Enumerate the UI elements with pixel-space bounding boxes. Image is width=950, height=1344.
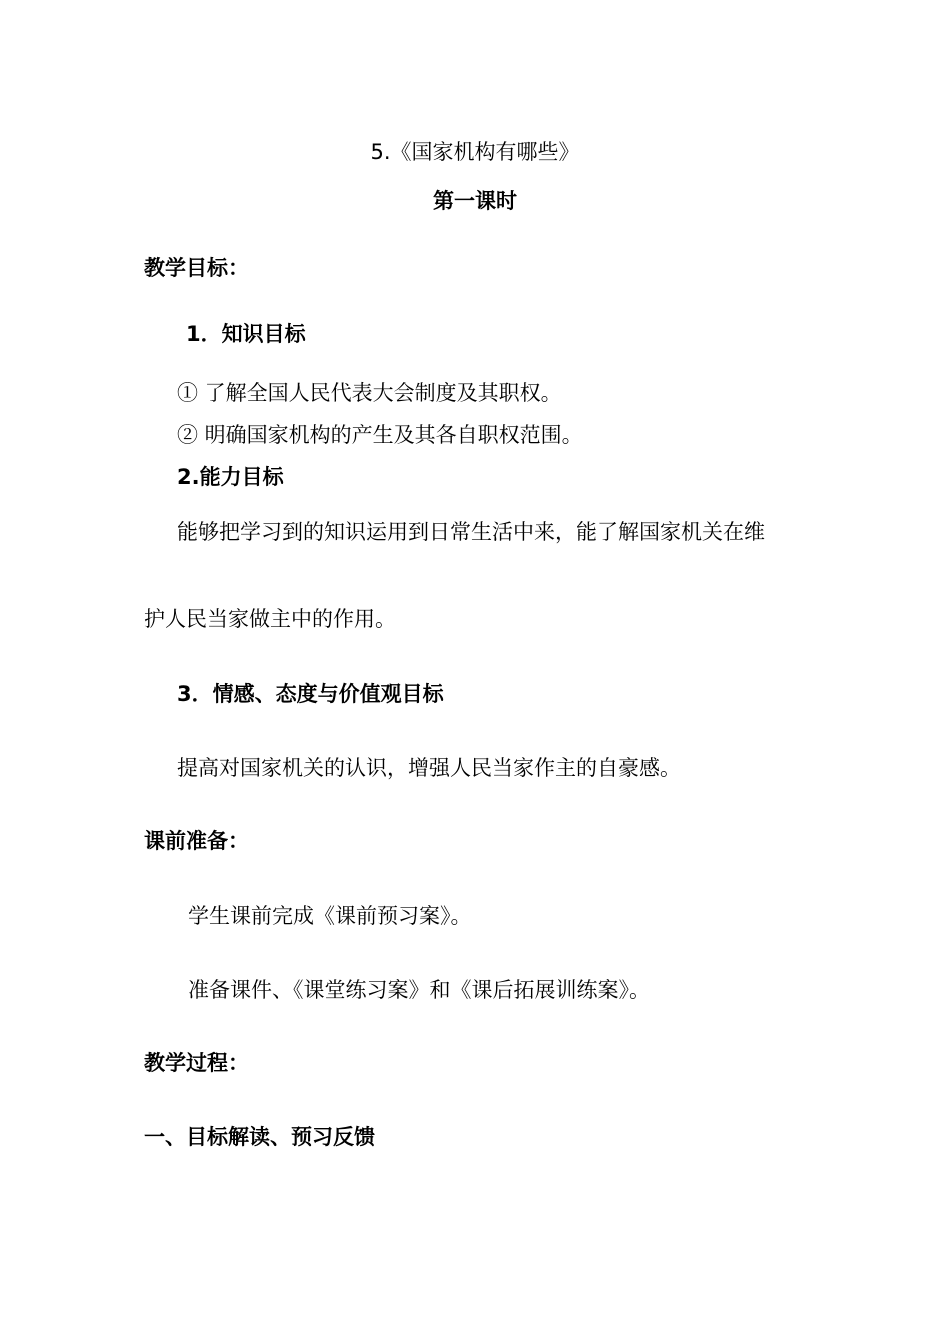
preparation-item: 学生课前完成《课前预习案》。 <box>188 904 472 928</box>
knowledge-goal-heading: 1．知识目标 <box>186 322 306 346</box>
ability-goal-text-continued: 护人民当家做主中的作用。 <box>144 607 396 631</box>
document-title: 5.《国家机构有哪些》 <box>370 140 580 164</box>
emotion-goal-heading: 3．情感、态度与价值观目标 <box>177 682 444 706</box>
teaching-goals-heading: 教学目标： <box>144 256 249 280</box>
emotion-goal-text: 提高对国家机关的认识，增强人民当家作主的自豪感。 <box>177 756 681 780</box>
preparation-item: 准备课件、《课堂练习案》和《课后拓展训练案》。 <box>188 978 650 1002</box>
knowledge-goal-item: ① 了解全国人民代表大会制度及其职权。 <box>177 381 562 405</box>
ability-goal-text: 能够把学习到的知识运用到日常生活中来，能了解国家机关在维 <box>177 520 765 544</box>
ability-goal-heading: 2.能力目标 <box>177 465 284 489</box>
knowledge-goal-item: ② 明确国家机构的产生及其各自职权范围。 <box>177 423 583 447</box>
preparation-heading: 课前准备： <box>144 829 249 853</box>
document-subtitle: 第一课时 <box>433 189 517 213</box>
process-heading: 教学过程： <box>144 1051 249 1075</box>
process-section-heading: 一、目标解读、预习反馈 <box>144 1125 375 1149</box>
